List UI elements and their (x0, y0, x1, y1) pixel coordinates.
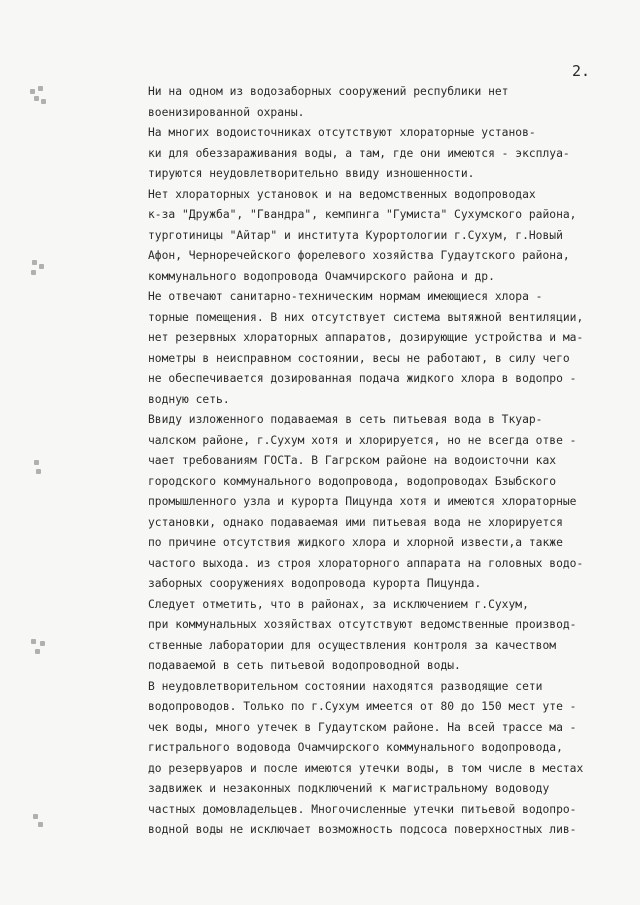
text-line: На многих водоисточниках отсутствуют хлораторные установ- (148, 126, 536, 139)
punch-hole-mark (28, 86, 48, 108)
text-line: тируются неудовлетворительно ввиду изношенности. (148, 167, 475, 180)
text-line: Афон, Черноречейского форелевого хозяйства Гудаутского района, (148, 249, 570, 262)
text-line: ки для обеззараживания воды, а там, где они имеются - эксплуа- (148, 146, 570, 160)
punch-hole-mark (28, 458, 48, 480)
text-line: заборных сооружениях водопровода курорта Пицунда. (148, 577, 482, 590)
punch-hole-mark (28, 636, 48, 658)
text-line: торные помещения. В них отсутствует система вытяжной вентиляции, (148, 310, 584, 324)
text-line: при коммунальных хозяйствах отсутствуют ведомственные производ- (148, 618, 577, 631)
text-line: водную сеть. (148, 392, 230, 406)
punch-hole-mark (28, 258, 48, 280)
text-line: нет резервных хлораторных аппаратов, дозирующие устройства и ма- (148, 331, 584, 344)
text-line: водной воды не исключает возможность подсоса поверхностных лив- (148, 823, 577, 836)
text-line: подаваемой в сеть питьевой водопроводной воды. (148, 659, 461, 672)
document-body (148, 82, 600, 841)
text-line: Ввиду изложенного подаваемая в сеть питьевая вода в Ткуар- (148, 413, 543, 426)
text-line: по причине отсутствия жидкого хлора и хлорной извести,а также (148, 536, 563, 549)
text-line: нометры в неисправном состоянии, весы не работают, в силу чего (148, 351, 570, 365)
text-line: ственные лаборатории для осуществления контроля за качеством (148, 638, 557, 652)
text-line: до резервуаров и после имеются утечки воды, в том числе в местах (148, 761, 584, 775)
text-line: турготиницы "Айтар" и института Курортологии г.Сухум, г.Новый (148, 228, 563, 242)
text-line: Следует отметить, что в районах, за исключением г.Сухум, (148, 597, 529, 611)
text-line: чалском районе, г.Сухум хотя и хлорируется, но не всегда отве - (148, 433, 577, 447)
text-line: частных домовладельцев. Многочисленные утечки питьевой водопро- (148, 802, 577, 816)
text-line: гистрального водовода Очамчирского коммунального водопровода, (148, 741, 563, 754)
text-line: задвижек и незаконных подключений к магистральному водоводу (148, 782, 550, 795)
punch-hole-mark (28, 810, 48, 832)
text-line: частого выхода. из строя хлораторного аппарата на головных водо- (148, 556, 584, 570)
text-line: не обеспечивается дозированная подача жидкого хлора в водопро - (148, 372, 577, 385)
text-line: установки, однако подаваемая ими питьевая вода не хлорируется (148, 515, 563, 529)
text-line: к-за "Дружба", "Гвандра", кемпинга "Гумиста" Сухумского района, (148, 208, 577, 221)
text-line: городского коммунального водопровода, водопроводах Бзыбского (148, 474, 557, 488)
text-line: военизированной охраны. (148, 105, 305, 119)
text-line: водопроводов. Только по г.Сухум имеется от 80 до 150 мест уте - (148, 700, 577, 713)
text-line: чек воды, много утечек в Гудаутском районе. На всей трассе ма - (148, 720, 577, 734)
text-line: Не отвечают санитарно-техническим нормам имеющиеся хлора - (148, 290, 543, 303)
text-line: коммунального водопровода Очамчирского района и др. (148, 269, 495, 283)
page-number: 2. (572, 62, 591, 80)
text-line: В неудовлетворительном состоянии находятся разводящие сети (148, 679, 543, 693)
text-line: чает требованиям ГОСТа. В Гагрском районе на водоисточни ках (148, 454, 557, 467)
text-line: промышленного узла и курорта Пицунда хотя и имеются хлораторные (148, 495, 577, 508)
text-line: Ни на одном из водозаборных сооружений республики нет (148, 85, 509, 98)
text-line: Нет хлораторных установок и на ведомственных водопроводах (148, 187, 536, 201)
